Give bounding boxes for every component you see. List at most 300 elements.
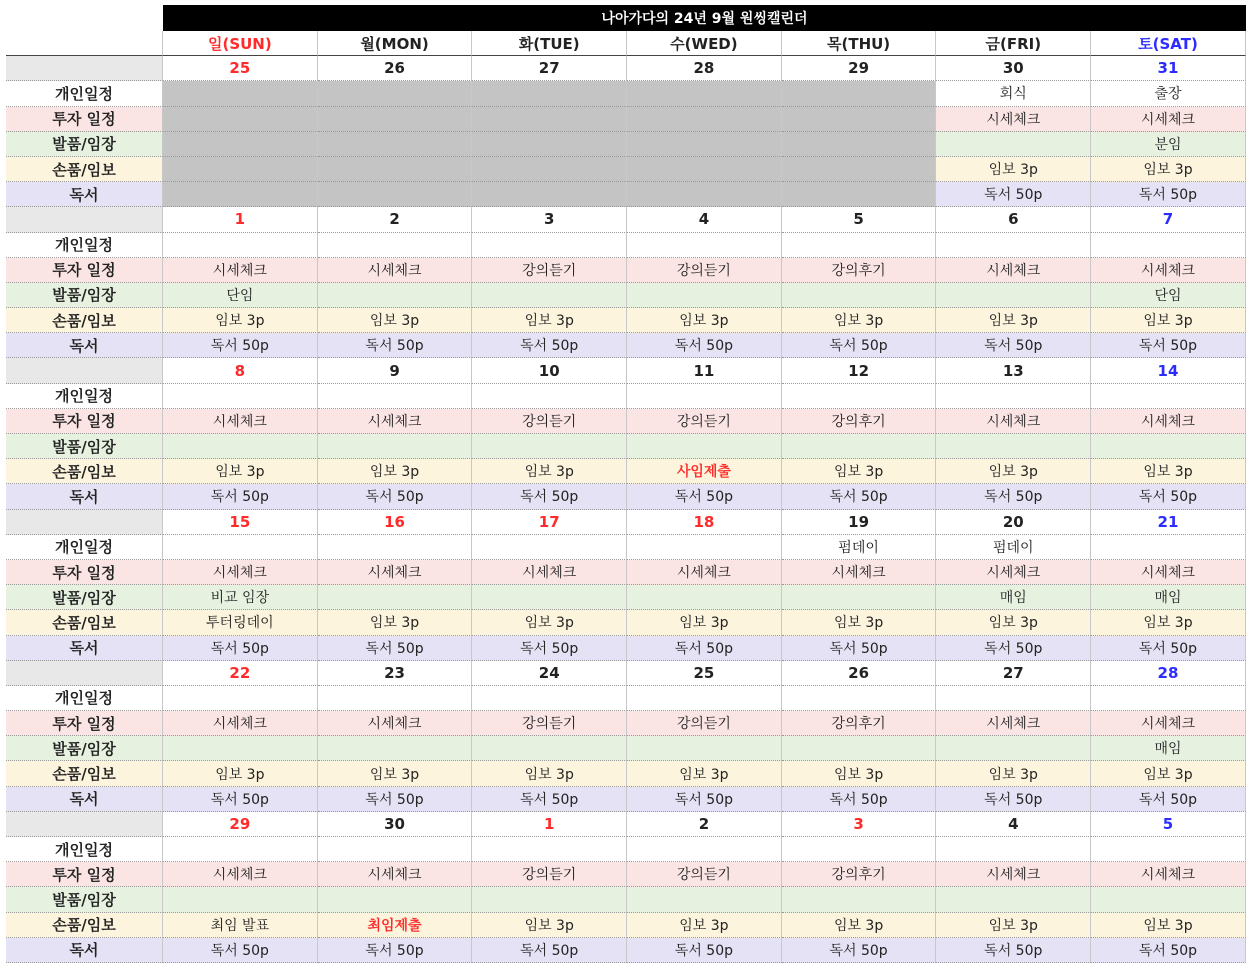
event-cell[interactable]: 강의후기	[782, 862, 937, 887]
category-label: 손품/임보	[6, 761, 163, 786]
event-cell[interactable]: 독서 50p	[627, 333, 782, 358]
date-cell[interactable]: 30	[936, 56, 1091, 81]
event-cell[interactable]: 회식	[936, 81, 1091, 106]
event-cell[interactable]: 임보 3p	[472, 610, 627, 635]
event-cell[interactable]: 임보 3p	[782, 308, 937, 333]
event-cell[interactable]: 단임	[1091, 283, 1246, 308]
category-row-read	[6, 484, 1246, 509]
event-cell[interactable]	[782, 182, 937, 207]
event-cell[interactable]	[472, 81, 627, 106]
category-row-issue	[6, 887, 1246, 912]
event-cell[interactable]	[627, 434, 782, 459]
event-cell[interactable]	[782, 585, 937, 610]
date-cell[interactable]: 16	[318, 510, 473, 535]
event-cell[interactable]: 임보 3p	[318, 459, 473, 484]
event-cell[interactable]: 독서 50p	[318, 787, 473, 812]
event-cell[interactable]: 독서 50p	[318, 636, 473, 661]
event-cell[interactable]: 임보 3p	[936, 459, 1091, 484]
event-cell[interactable]	[472, 107, 627, 132]
category-label: 발품/임장	[6, 736, 163, 761]
event-cell[interactable]: 시세체크	[1091, 862, 1246, 887]
category-label: 투자 일정	[6, 862, 163, 887]
event-cell[interactable]: 시세체크	[936, 711, 1091, 736]
event-cell[interactable]	[163, 837, 318, 862]
event-cell[interactable]	[782, 81, 937, 106]
date-cell[interactable]: 30	[318, 812, 473, 837]
event-cell[interactable]: 시세체크	[782, 560, 937, 585]
event-cell[interactable]	[163, 81, 318, 106]
event-cell[interactable]	[782, 107, 937, 132]
event-cell[interactable]: 임보 3p	[472, 761, 627, 786]
event-cell[interactable]: 독서 50p	[163, 333, 318, 358]
date-cell[interactable]: 12	[782, 358, 937, 383]
event-cell[interactable]: 시세체크	[163, 409, 318, 434]
event-cell[interactable]	[318, 157, 473, 182]
category-row-invest	[6, 560, 1246, 585]
category-label: 투자 일정	[6, 711, 163, 736]
category-row-read	[6, 938, 1246, 963]
event-cell[interactable]: 독서 50p	[472, 787, 627, 812]
event-cell[interactable]: 매임	[936, 585, 1091, 610]
date-cell[interactable]: 29	[163, 812, 318, 837]
event-cell[interactable]	[627, 585, 782, 610]
event-cell[interactable]: 임보 3p	[1091, 459, 1246, 484]
event-cell[interactable]	[936, 837, 1091, 862]
event-cell[interactable]	[1091, 837, 1246, 862]
date-cell[interactable]: 27	[472, 56, 627, 81]
event-cell[interactable]: 강의후기	[782, 258, 937, 283]
event-cell[interactable]: 임보 3p	[163, 308, 318, 333]
event-cell[interactable]: 펌데이	[936, 535, 1091, 560]
event-cell[interactable]	[782, 736, 937, 761]
event-cell[interactable]	[782, 132, 937, 157]
weekday-tue: 화(TUE)	[472, 31, 627, 56]
event-cell[interactable]: 강의듣기	[627, 409, 782, 434]
event-cell[interactable]: 시세체크	[1091, 258, 1246, 283]
event-cell[interactable]: 임보 3p	[936, 157, 1091, 182]
event-cell[interactable]: 임보 3p	[782, 610, 937, 635]
category-label: 독서	[6, 333, 163, 358]
event-cell[interactable]	[627, 182, 782, 207]
date-cell[interactable]: 25	[163, 56, 318, 81]
event-cell[interactable]: 임보 3p	[627, 308, 782, 333]
event-cell[interactable]	[1091, 233, 1246, 258]
event-cell[interactable]: 임보 3p	[163, 761, 318, 786]
event-cell[interactable]: 임보 3p	[163, 459, 318, 484]
date-cell[interactable]: 15	[163, 510, 318, 535]
event-cell[interactable]	[627, 535, 782, 560]
event-cell[interactable]: 시세체크	[163, 711, 318, 736]
event-cell[interactable]: 임보 3p	[318, 610, 473, 635]
event-cell[interactable]: 시세체크	[627, 560, 782, 585]
event-cell[interactable]: 강의듣기	[627, 711, 782, 736]
event-cell[interactable]	[163, 182, 318, 207]
event-cell[interactable]	[472, 233, 627, 258]
category-row-personal	[6, 384, 1246, 409]
event-cell[interactable]	[318, 585, 473, 610]
category-row-personal	[6, 837, 1246, 862]
event-cell[interactable]: 시세체크	[1091, 107, 1246, 132]
event-cell[interactable]: 독서 50p	[163, 938, 318, 963]
date-cell[interactable]: 8	[163, 358, 318, 383]
event-cell[interactable]: 임보 3p	[936, 913, 1091, 938]
date-cell[interactable]: 28	[1091, 661, 1246, 686]
date-cell[interactable]: 24	[472, 661, 627, 686]
category-label: 발품/임장	[6, 434, 163, 459]
date-cell[interactable]: 11	[627, 358, 782, 383]
event-cell[interactable]: 시세체크	[163, 862, 318, 887]
date-cell[interactable]: 5	[782, 207, 937, 232]
event-cell[interactable]	[936, 132, 1091, 157]
event-cell[interactable]: 시세체크	[936, 409, 1091, 434]
event-cell[interactable]: 임보 3p	[936, 610, 1091, 635]
event-cell[interactable]	[472, 535, 627, 560]
event-cell[interactable]: 매임	[1091, 585, 1246, 610]
category-label: 독서	[6, 636, 163, 661]
event-cell[interactable]: 임보 3p	[936, 308, 1091, 333]
date-cell[interactable]: 14	[1091, 358, 1246, 383]
event-cell[interactable]: 임보 3p	[1091, 610, 1246, 635]
category-label: 투자 일정	[6, 107, 163, 132]
date-cell[interactable]: 4	[936, 812, 1091, 837]
date-cell[interactable]: 18	[627, 510, 782, 535]
event-cell[interactable]: 임보 3p	[472, 459, 627, 484]
event-cell[interactable]: 시세체크	[936, 107, 1091, 132]
event-cell[interactable]: 시세체크	[1091, 409, 1246, 434]
date-row	[6, 661, 1246, 686]
date-cell[interactable]: 13	[936, 358, 1091, 383]
event-cell[interactable]: 펌데이	[782, 535, 937, 560]
event-cell[interactable]: 임보 3p	[627, 913, 782, 938]
category-label: 투자 일정	[6, 409, 163, 434]
event-cell[interactable]: 최임제출	[318, 913, 473, 938]
header-corner	[6, 31, 163, 56]
event-cell[interactable]	[627, 81, 782, 106]
event-cell[interactable]	[163, 686, 318, 711]
date-cell[interactable]: 26	[782, 661, 937, 686]
category-row-read	[6, 182, 1246, 207]
date-row-label	[6, 207, 163, 232]
event-cell[interactable]	[782, 233, 937, 258]
date-cell[interactable]: 10	[472, 358, 627, 383]
date-row	[6, 510, 1246, 535]
date-cell[interactable]: 2	[627, 812, 782, 837]
event-cell[interactable]	[472, 887, 627, 912]
event-cell[interactable]: 투터링데이	[163, 610, 318, 635]
event-cell[interactable]: 독서 50p	[318, 938, 473, 963]
event-cell[interactable]: 시세체크	[318, 862, 473, 887]
event-cell[interactable]	[627, 233, 782, 258]
event-cell[interactable]	[627, 736, 782, 761]
event-cell[interactable]: 매임	[1091, 736, 1246, 761]
category-label: 독서	[6, 484, 163, 509]
date-cell[interactable]: 29	[782, 56, 937, 81]
date-cell[interactable]: 17	[472, 510, 627, 535]
category-label: 독서	[6, 182, 163, 207]
event-cell[interactable]	[472, 384, 627, 409]
date-cell[interactable]: 20	[936, 510, 1091, 535]
date-cell[interactable]: 27	[936, 661, 1091, 686]
weekday-sun: 일(SUN)	[163, 31, 318, 56]
event-cell[interactable]: 강의후기	[782, 711, 937, 736]
event-cell[interactable]: 시세체크	[1091, 560, 1246, 585]
event-cell[interactable]	[1091, 535, 1246, 560]
category-row-invest	[6, 711, 1246, 736]
event-cell[interactable]	[472, 283, 627, 308]
event-cell[interactable]: 강의듣기	[472, 409, 627, 434]
event-cell[interactable]	[782, 837, 937, 862]
event-cell[interactable]	[318, 233, 473, 258]
event-cell[interactable]: 시세체크	[936, 560, 1091, 585]
event-cell[interactable]	[1091, 686, 1246, 711]
date-cell[interactable]: 1	[163, 207, 318, 232]
event-cell[interactable]: 임보 3p	[1091, 761, 1246, 786]
event-cell[interactable]: 독서 50p	[163, 636, 318, 661]
date-row	[6, 56, 1246, 81]
event-cell[interactable]	[627, 157, 782, 182]
category-row-trade	[6, 610, 1246, 635]
event-cell[interactable]	[627, 887, 782, 912]
event-cell[interactable]	[472, 736, 627, 761]
event-cell[interactable]: 임보 3p	[627, 610, 782, 635]
event-cell[interactable]: 임보 3p	[936, 761, 1091, 786]
event-cell[interactable]: 시세체크	[318, 560, 473, 585]
event-cell[interactable]	[472, 686, 627, 711]
event-cell[interactable]: 강의듣기	[627, 258, 782, 283]
date-cell[interactable]: 31	[1091, 56, 1246, 81]
date-cell[interactable]: 6	[936, 207, 1091, 232]
event-cell[interactable]	[318, 182, 473, 207]
event-cell[interactable]: 시세체크	[318, 711, 473, 736]
event-cell[interactable]	[1091, 434, 1246, 459]
event-cell[interactable]	[318, 686, 473, 711]
event-cell[interactable]: 독서 50p	[782, 636, 937, 661]
date-cell[interactable]: 28	[627, 56, 782, 81]
event-cell[interactable]	[782, 283, 937, 308]
event-cell[interactable]	[936, 283, 1091, 308]
event-cell[interactable]: 시세체크	[472, 560, 627, 585]
event-cell[interactable]	[472, 182, 627, 207]
calendar	[6, 5, 1246, 963]
weekday-header-row	[6, 31, 1246, 56]
event-cell[interactable]: 강의후기	[782, 409, 937, 434]
event-cell[interactable]: 독서 50p	[472, 636, 627, 661]
event-cell[interactable]: 시세체크	[936, 862, 1091, 887]
date-cell[interactable]: 22	[163, 661, 318, 686]
category-label: 손품/임보	[6, 308, 163, 333]
event-cell[interactable]: 독서 50p	[472, 333, 627, 358]
event-cell[interactable]: 독서 50p	[472, 484, 627, 509]
event-cell[interactable]: 독서 50p	[782, 938, 937, 963]
event-cell[interactable]	[318, 384, 473, 409]
date-row	[6, 358, 1246, 383]
event-cell[interactable]: 분임	[1091, 132, 1246, 157]
event-cell[interactable]	[163, 535, 318, 560]
event-cell[interactable]	[936, 384, 1091, 409]
event-cell[interactable]: 독서 50p	[936, 484, 1091, 509]
event-cell[interactable]: 독서 50p	[936, 938, 1091, 963]
event-cell[interactable]: 독서 50p	[1091, 938, 1246, 963]
event-cell[interactable]: 독서 50p	[936, 333, 1091, 358]
event-cell[interactable]	[318, 535, 473, 560]
date-cell[interactable]: 25	[627, 661, 782, 686]
event-cell[interactable]: 독서 50p	[627, 938, 782, 963]
date-cell[interactable]: 3	[472, 207, 627, 232]
event-cell[interactable]	[627, 107, 782, 132]
event-cell[interactable]: 임보 3p	[1091, 157, 1246, 182]
event-cell[interactable]: 독서 50p	[936, 787, 1091, 812]
date-cell[interactable]: 7	[1091, 207, 1246, 232]
event-cell[interactable]	[163, 434, 318, 459]
event-cell[interactable]: 독서 50p	[1091, 333, 1246, 358]
date-cell[interactable]: 5	[1091, 812, 1246, 837]
date-row-label	[6, 358, 163, 383]
event-cell[interactable]	[936, 233, 1091, 258]
event-cell[interactable]	[318, 434, 473, 459]
date-cell[interactable]: 2	[318, 207, 473, 232]
event-cell[interactable]	[318, 132, 473, 157]
event-cell[interactable]: 독서 50p	[1091, 636, 1246, 661]
event-cell[interactable]: 임보 3p	[1091, 913, 1246, 938]
event-cell[interactable]: 단임	[163, 283, 318, 308]
date-cell[interactable]: 4	[627, 207, 782, 232]
event-cell[interactable]	[163, 887, 318, 912]
event-cell[interactable]: 독서 50p	[627, 787, 782, 812]
event-cell[interactable]	[163, 736, 318, 761]
event-cell[interactable]: 독서 50p	[318, 333, 473, 358]
event-cell[interactable]: 강의듣기	[472, 258, 627, 283]
category-label: 손품/임보	[6, 913, 163, 938]
event-cell[interactable]: 시세체크	[936, 258, 1091, 283]
calendar-title: 나아가다의 24년 9월 원씽캘린더	[163, 5, 1246, 31]
event-cell[interactable]	[472, 837, 627, 862]
date-cell[interactable]: 23	[318, 661, 473, 686]
event-cell[interactable]: 독서 50p	[163, 787, 318, 812]
event-cell[interactable]	[472, 132, 627, 157]
category-row-personal	[6, 233, 1246, 258]
event-cell[interactable]	[627, 283, 782, 308]
category-label: 개인일정	[6, 384, 163, 409]
event-cell[interactable]	[318, 887, 473, 912]
event-cell[interactable]: 시세체크	[1091, 711, 1246, 736]
category-label: 독서	[6, 938, 163, 963]
event-cell[interactable]: 독서 50p	[1091, 787, 1246, 812]
event-cell[interactable]	[318, 107, 473, 132]
event-cell[interactable]: 독서 50p	[936, 636, 1091, 661]
event-cell[interactable]: 시세체크	[318, 409, 473, 434]
event-cell[interactable]: 독서 50p	[472, 938, 627, 963]
date-row-label	[6, 510, 163, 535]
event-cell[interactable]: 임보 3p	[627, 761, 782, 786]
category-row-trade	[6, 913, 1246, 938]
event-cell[interactable]: 독서 50p	[1091, 182, 1246, 207]
event-cell[interactable]: 독서 50p	[627, 484, 782, 509]
category-row-invest	[6, 258, 1246, 283]
event-cell[interactable]	[936, 434, 1091, 459]
event-cell[interactable]	[627, 686, 782, 711]
date-cell[interactable]: 26	[318, 56, 473, 81]
event-cell[interactable]: 강의듣기	[472, 711, 627, 736]
category-label: 손품/임보	[6, 610, 163, 635]
event-cell[interactable]: 시세체크	[318, 258, 473, 283]
event-cell[interactable]: 독서 50p	[163, 484, 318, 509]
date-cell[interactable]: 3	[782, 812, 937, 837]
event-cell[interactable]: 독서 50p	[782, 787, 937, 812]
category-row-personal	[6, 535, 1246, 560]
event-cell[interactable]	[936, 686, 1091, 711]
event-cell[interactable]	[936, 887, 1091, 912]
event-cell[interactable]: 시세체크	[163, 258, 318, 283]
event-cell[interactable]	[936, 736, 1091, 761]
category-row-issue	[6, 283, 1246, 308]
event-cell[interactable]	[318, 283, 473, 308]
event-cell[interactable]: 임보 3p	[782, 913, 937, 938]
event-cell[interactable]	[782, 384, 937, 409]
event-cell[interactable]: 독서 50p	[782, 484, 937, 509]
event-cell[interactable]	[163, 157, 318, 182]
date-row	[6, 812, 1246, 837]
event-cell[interactable]	[627, 132, 782, 157]
event-cell[interactable]	[472, 585, 627, 610]
category-label: 발품/임장	[6, 132, 163, 157]
event-cell[interactable]	[627, 837, 782, 862]
event-cell[interactable]: 임보 3p	[472, 308, 627, 333]
event-cell[interactable]: 임보 3p	[782, 459, 937, 484]
category-row-invest	[6, 409, 1246, 434]
date-cell[interactable]: 21	[1091, 510, 1246, 535]
event-cell[interactable]: 임보 3p	[782, 761, 937, 786]
event-cell[interactable]: 출장	[1091, 81, 1246, 106]
event-cell[interactable]	[782, 887, 937, 912]
event-cell[interactable]: 임보 3p	[318, 308, 473, 333]
event-cell[interactable]	[163, 384, 318, 409]
event-cell[interactable]	[782, 434, 937, 459]
event-cell[interactable]	[163, 107, 318, 132]
event-cell[interactable]	[163, 233, 318, 258]
event-cell[interactable]	[472, 157, 627, 182]
event-cell[interactable]: 독서 50p	[627, 636, 782, 661]
event-cell[interactable]	[782, 686, 937, 711]
event-cell[interactable]: 시세체크	[163, 560, 318, 585]
event-cell[interactable]	[472, 434, 627, 459]
date-cell[interactable]: 9	[318, 358, 473, 383]
category-label: 투자 일정	[6, 560, 163, 585]
event-cell[interactable]: 최임 발표	[163, 913, 318, 938]
category-label: 발품/임장	[6, 887, 163, 912]
date-cell[interactable]: 1	[472, 812, 627, 837]
event-cell[interactable]	[782, 157, 937, 182]
event-cell[interactable]	[1091, 384, 1246, 409]
event-cell[interactable]: 임보 3p	[472, 913, 627, 938]
event-cell[interactable]: 강의듣기	[627, 862, 782, 887]
event-cell[interactable]: 사임제출	[627, 459, 782, 484]
event-cell[interactable]: 독서 50p	[318, 484, 473, 509]
event-cell[interactable]: 임보 3p	[318, 761, 473, 786]
event-cell[interactable]: 독서 50p	[782, 333, 937, 358]
event-cell[interactable]: 임보 3p	[1091, 308, 1246, 333]
event-cell[interactable]: 강의듣기	[472, 862, 627, 887]
event-cell[interactable]	[318, 837, 473, 862]
event-cell[interactable]	[318, 81, 473, 106]
event-cell[interactable]: 독서 50p	[936, 182, 1091, 207]
date-cell[interactable]: 19	[782, 510, 937, 535]
event-cell[interactable]: 독서 50p	[1091, 484, 1246, 509]
event-cell[interactable]	[318, 736, 473, 761]
event-cell[interactable]	[627, 384, 782, 409]
event-cell[interactable]	[163, 132, 318, 157]
event-cell[interactable]: 비교 임장	[163, 585, 318, 610]
event-cell[interactable]	[1091, 887, 1246, 912]
